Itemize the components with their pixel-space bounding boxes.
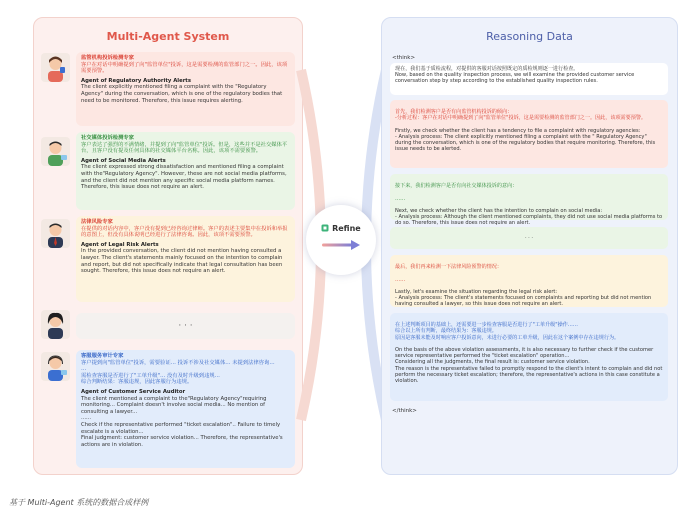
agent-card-social-media <box>76 132 295 210</box>
think-close-tag: </think> <box>392 408 417 414</box>
reasoning-zh: 在上述判断项目的基础上，还需要进一步检查客服是否进行了"工单升级"操作…… 综合以上所有判断，最终结果为：客服违规。 原因是客服未能及时响应客户投诉意向，未进行必要的工单升级，因此在这个案例中存在违规行为。 <box>395 322 620 341</box>
panel-title: Multi-Agent System <box>106 30 230 43</box>
arrow-right-icon <box>322 240 360 250</box>
reasoning-block-final-judgment <box>390 313 668 401</box>
reasoning-block-social-media <box>390 174 668 227</box>
agent-en-body: The client expressed strong dissatisfaction and mentioned filing a complaint with the"Regulatory Agency". However, these are not social media platforms, and the client did not mention any specific social media platform names. Therefore, this issue does not require an alert. <box>81 164 287 191</box>
agent-zh-body: 客户表达了强烈的不满情绪，并提到了向"监管单位"投诉。但是，这些并不是社交媒体平台，且客户没有提及任何具体的社交媒体平台名称。因此，该项不需要预警。 <box>81 141 288 155</box>
agent-en-title: Agent of Social Media Alerts <box>81 157 166 164</box>
reasoning-block-legal-risk <box>390 255 668 307</box>
agent-en-title: Agent of Legal Risk Alerts <box>81 241 159 248</box>
reasoning-zh: …… <box>395 195 406 202</box>
refine-label <box>306 224 376 233</box>
agent-card-customer-service-auditor <box>76 350 295 468</box>
agent-zh-title: 法律风险专家 <box>81 219 113 225</box>
agent-en-body: ...... <box>81 415 92 422</box>
agent-zh-title: 监管机构投诉检测专家 <box>81 55 134 61</box>
reasoning-en: Next, we check whether the client has the intention to complain on social media: - Analysis process: Although the client mentioned complaints, they did not use social media platforms to do so. Therefore, this issue does not require an alert. <box>395 208 663 227</box>
panel-title: Reasoning Data <box>486 30 573 43</box>
avatar-customer-service-icon <box>41 352 70 381</box>
agent-en-title: Agent of Regulatory Authority Alerts <box>81 77 191 84</box>
reasoning-zh: 首先，我们检测客户是否有向监管机构投诉的倾向： -分析过程：客户在对话中明确提到了向"监管单位"投诉，这是需要检测的监管部门之一。因此，该项需要预警。 <box>395 109 647 122</box>
agent-card-legal-risk <box>76 216 295 302</box>
think-open-tag: <think> <box>392 55 416 61</box>
reasoning-en: Lastly, let's examine the situation regarding the legal risk alert: - Analysis process: The client's statements focused on complaints and reporting but did not mention having consulted a lawyer, so this issue does not require an alert. <box>395 289 652 308</box>
agent-zh-body: 综合判断结果：客服违规，因此客服行为违规。 <box>81 379 193 386</box>
reasoning-block-regulatory <box>390 100 668 168</box>
reasoning-block-ellipsis: · · · <box>390 227 668 249</box>
reasoning-en: Firstly, we check whether the client has a tendency to file a complaint with regulatory agencies: - Analysis process: The client explicitly mentioned filing a complaint with the " Regulatory Agency" during the conversation, which is one of the regulatory bodies that require monitoring. Therefore, this issue needs to be alerted. <box>395 127 656 153</box>
refine-icon <box>321 224 329 232</box>
reasoning-block-intro <box>390 63 668 95</box>
avatar-woman-icon <box>41 53 70 82</box>
reasoning-zh: 接下来，我们检测客户是否有向社交媒体投诉的意向： <box>395 183 518 190</box>
avatar-man-icon <box>41 219 70 248</box>
agent-en-title: Agent of Customer Service Auditor <box>81 388 186 395</box>
reasoning-zh: …… <box>395 276 406 283</box>
agent-zh-body: 在提供的对话内容中，客户没有提到已经咨询过律师。客户的表述主要集中在投诉和举报的意图上，但没有具体说明已经进行了法律咨询。因此，该项不需要预警。 <box>81 225 288 239</box>
avatar-man-icon <box>41 137 70 166</box>
refine-node <box>306 205 376 275</box>
reasoning-zh: 最后，我们再来检测一下法律风险预警的情况： <box>395 264 502 271</box>
agent-card-regulatory <box>76 52 295 126</box>
avatar-woman-icon <box>41 310 70 339</box>
reasoning-en: On the basis of the above violation assessments, it is also necessary to further check if the customer service representative performed the "ticket escalation" operation... Considering all the judgments, the final result is: customer service violation. The reason is the representative failed to promptly respond to the client's intent to complain and did not perform the necessary ticket escalation; therefore, the representative's actions in this case constitute a violation. <box>395 347 663 385</box>
agent-en-body: In the provided conversation, the client did not mention having consulted a lawyer. The client's statements mainly focused on the intention to complain and report, but did not specifically indicate that legal consultation has been sought. Therefore, this issue does not require an alert. <box>81 248 283 275</box>
agent-zh-body: … <box>81 366 87 373</box>
agent-en-body: Final judgment: customer service violation... Therefore, the representative's actions are in violation. <box>81 435 283 448</box>
agent-en-body: The client mentioned a complaint to the"Regulatory Agency"requiring monitoring... Complaint doesn't involve social media... No mention of consulting a lawyer... <box>81 395 267 415</box>
refine-text: Refine <box>332 224 361 233</box>
agent-en-body: Check if the representative performed "ticket escalation".. Failure to timely escalate is a violation... <box>81 421 281 435</box>
agent-zh-body: 客户在对话中明确提到了向"监管单位"投诉，这是需要检测的监管部门之一。因此，该项需要预警。 <box>81 61 288 75</box>
agent-en-body: The client explicitly mentioned filing a complaint with the "Regulatory Agency" during the conversation, which is one of the regulatory bodies that need to be monitored. Therefore, this issue requires alerting. <box>81 84 283 104</box>
agent-zh-body: 客户提到向"监管单位"投诉，需要验证… 投诉不涉及社交媒体… 未提到法律咨询… <box>81 359 275 366</box>
agent-zh-title: 客服服务审计专家 <box>81 353 124 359</box>
reasoning-en: Now, based on the quality inspection process, we will examine the provided customer service conversation step by step according to the established quality inspection rules. <box>395 72 635 85</box>
agent-card-ellipsis: · · · <box>76 313 295 339</box>
agent-zh-title: 社交媒体投诉检测专家 <box>81 135 134 141</box>
reasoning-zh: 现在，我们基于质检流程，对提供的客服对话按照既定的质检规则逐一进行检查。 <box>395 66 579 72</box>
agent-zh-body: 需检查客服是否进行了"工单升级"… 没有及时升级到违规… <box>81 372 220 379</box>
figure-caption: 基于 Multi-Agent 系统的数据合成样例 <box>9 498 149 507</box>
